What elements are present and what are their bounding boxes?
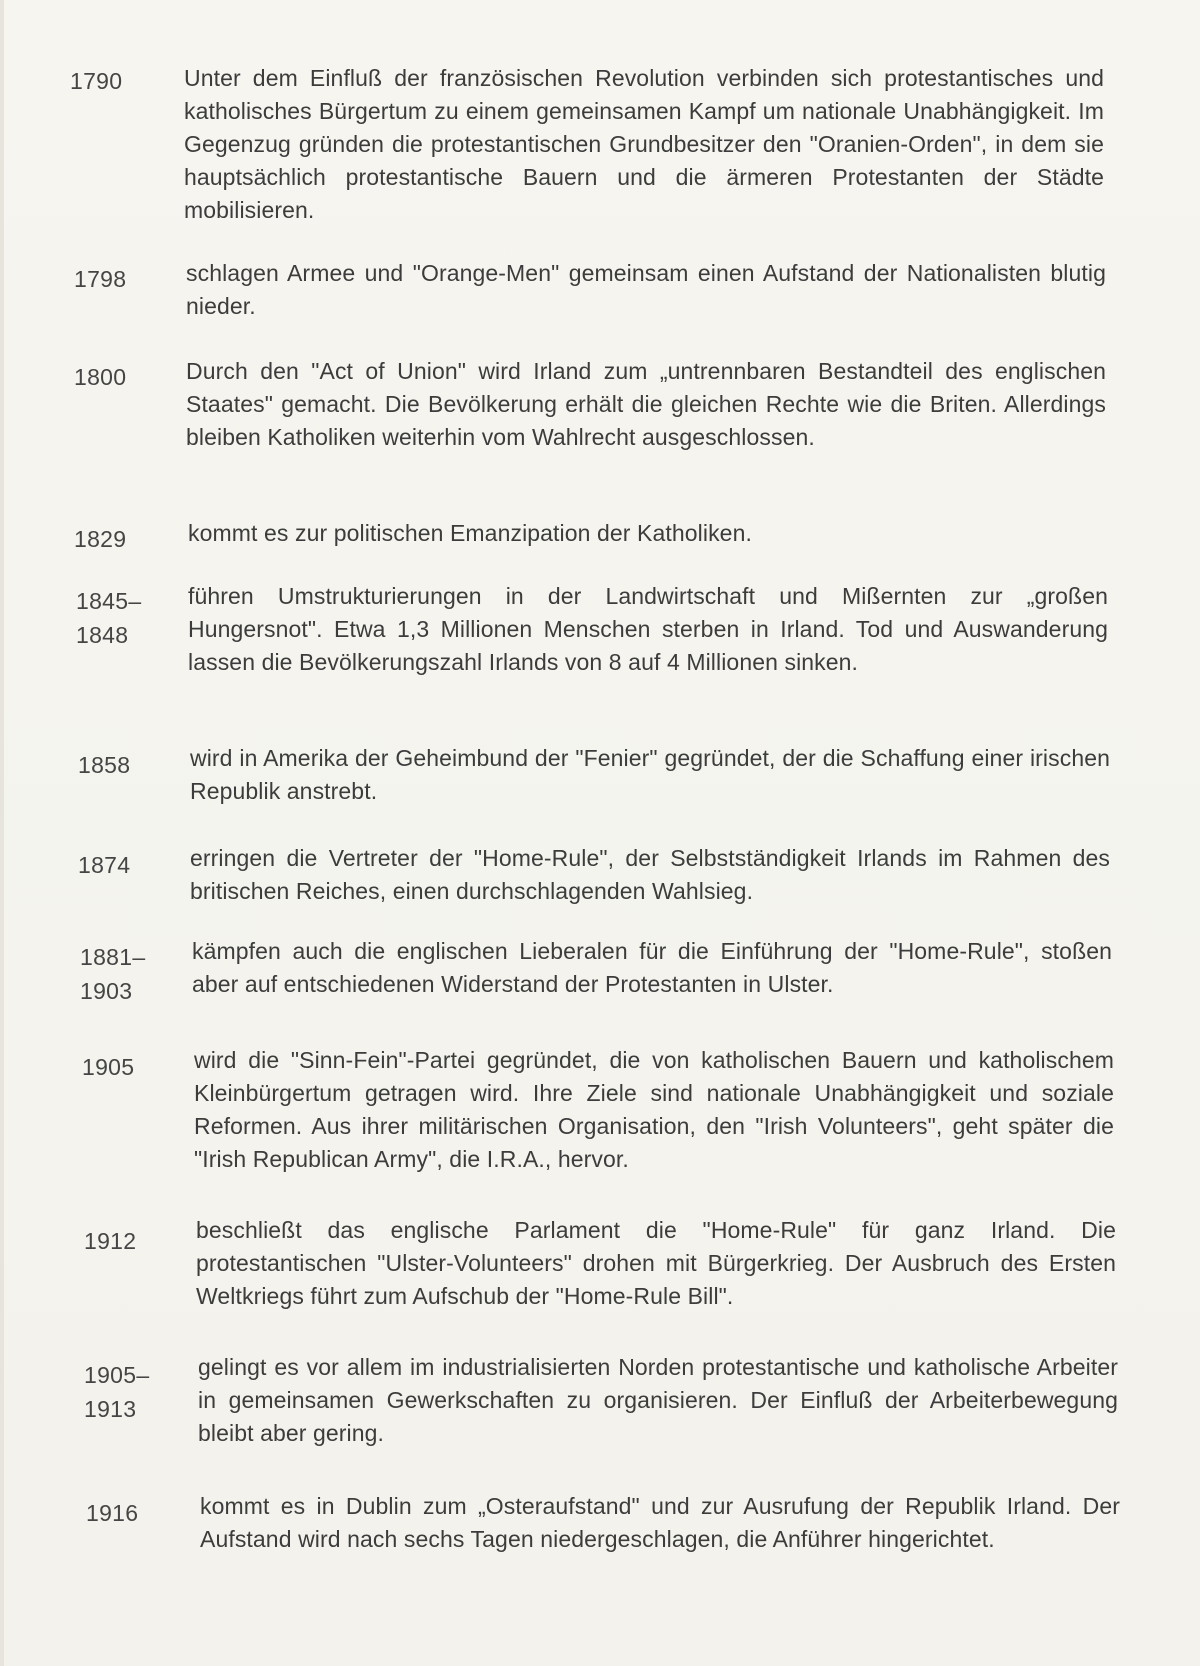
entry-text: schlagen Armee und "Orange-Men" gemeinsam einen Aufstand der Nationalisten blutig nieder. xyxy=(186,260,1106,319)
entry-year: 1905 xyxy=(82,1054,135,1080)
entry-text: erringen die Vertreter der "Home-Rule", der Selbstständigkeit Irlands im Rahmen des britischen Reiches, einen durchschlagenden Wahlsieg. xyxy=(190,845,1110,904)
entry-text: kommt es in Dublin zum „Osteraufstand" und zur Ausrufung der Republik Irland. Der Aufstand wird nach sechs Tagen niedergeschlagen, die Anführer hingerichtet. xyxy=(200,1493,1120,1552)
entry-year: 1790 xyxy=(70,68,123,94)
entry-year: 1829 xyxy=(74,526,127,552)
entry-year: 1858 xyxy=(78,752,131,778)
page-edge xyxy=(0,0,4,1666)
entry-year: 1845– 1848 xyxy=(76,588,142,648)
entry-text: beschließt das englische Parlament die "Home-Rule" für ganz Irland. Die protestantischen "Ulster-Volunteers" drohen mit Bürgerkrieg. Der Ausbruch des Ersten Weltkriegs führt zum Aufschub der "Home-Rule Bill". xyxy=(196,1217,1116,1309)
entry-text: wird die "Sinn-Fein"-Partei gegründet, die von katholischen Bauern und katholischem Kleinbürgertum getragen wird. Ihre Ziele sind nationale Unabhängigkeit und soziale Reformen. Aus ihrer militärischen Organisation, den "Irish Volunteers", geht später die "Irish Republican Army", die I.R.A., hervor. xyxy=(194,1047,1114,1172)
entry-year: 1798 xyxy=(74,266,127,292)
entry-year: 1881– 1903 xyxy=(80,944,146,1004)
entry-text: gelingt es vor allem im industrialisierten Norden protestantische und katholische Arbeiter in gemeinsamen Gewerkschaften zu organisieren. Der Einfluß der Arbeiterbewegung bleibt aber gering. xyxy=(198,1354,1118,1446)
entry-year: 1912 xyxy=(84,1228,137,1254)
entry-text: kommt es zur politischen Emanzipation der Katholiken. xyxy=(188,520,752,546)
entry-text: führen Umstrukturierungen in der Landwirtschaft und Mißernten zur „großen Hungersnot". Etwa 1,3 Millionen Menschen sterben in Irland. Tod und Auswanderung lassen die Bevölkerungszahl Irlands von 8 auf 4 Millionen sinken. xyxy=(188,583,1108,675)
entry-text: wird in Amerika der Geheimbund der "Fenier" gegründet, der die Schaffung einer irischen Republik anstrebt. xyxy=(190,745,1110,804)
entry-text: kämpfen auch die englischen Lieberalen für die Einführung der "Home-Rule", stoßen aber auf entschiedenen Widerstand der Protestanten in Ulster. xyxy=(192,938,1112,997)
entry-text: Durch den "Act of Union" wird Irland zum „untrennbaren Bestandteil des englischen Staates" gemacht. Die Bevölkerung erhält die gleichen Rechte wie die Briten. Allerdings bleiben Katholiken weiterhin vom Wahlrecht ausgeschlossen. xyxy=(186,358,1106,450)
entry-year: 1800 xyxy=(74,364,127,390)
entry-year: 1874 xyxy=(78,852,131,878)
entry-year: 1905– 1913 xyxy=(84,1362,150,1422)
entry-year: 1916 xyxy=(86,1500,139,1526)
entry-text: Unter dem Einfluß der französischen Revolution verbinden sich protestantisches und katholisches Bürgertum zu einem gemeinsamen Kampf um nationale Unabhängigkeit. Im Gegenzug gründen die protestantischen Grundbesitzer den "Oranien-Orden", in dem sie hauptsächlich protestantische Bauern und die ärmeren Protestanten der Städte mobilisieren. xyxy=(184,65,1104,223)
